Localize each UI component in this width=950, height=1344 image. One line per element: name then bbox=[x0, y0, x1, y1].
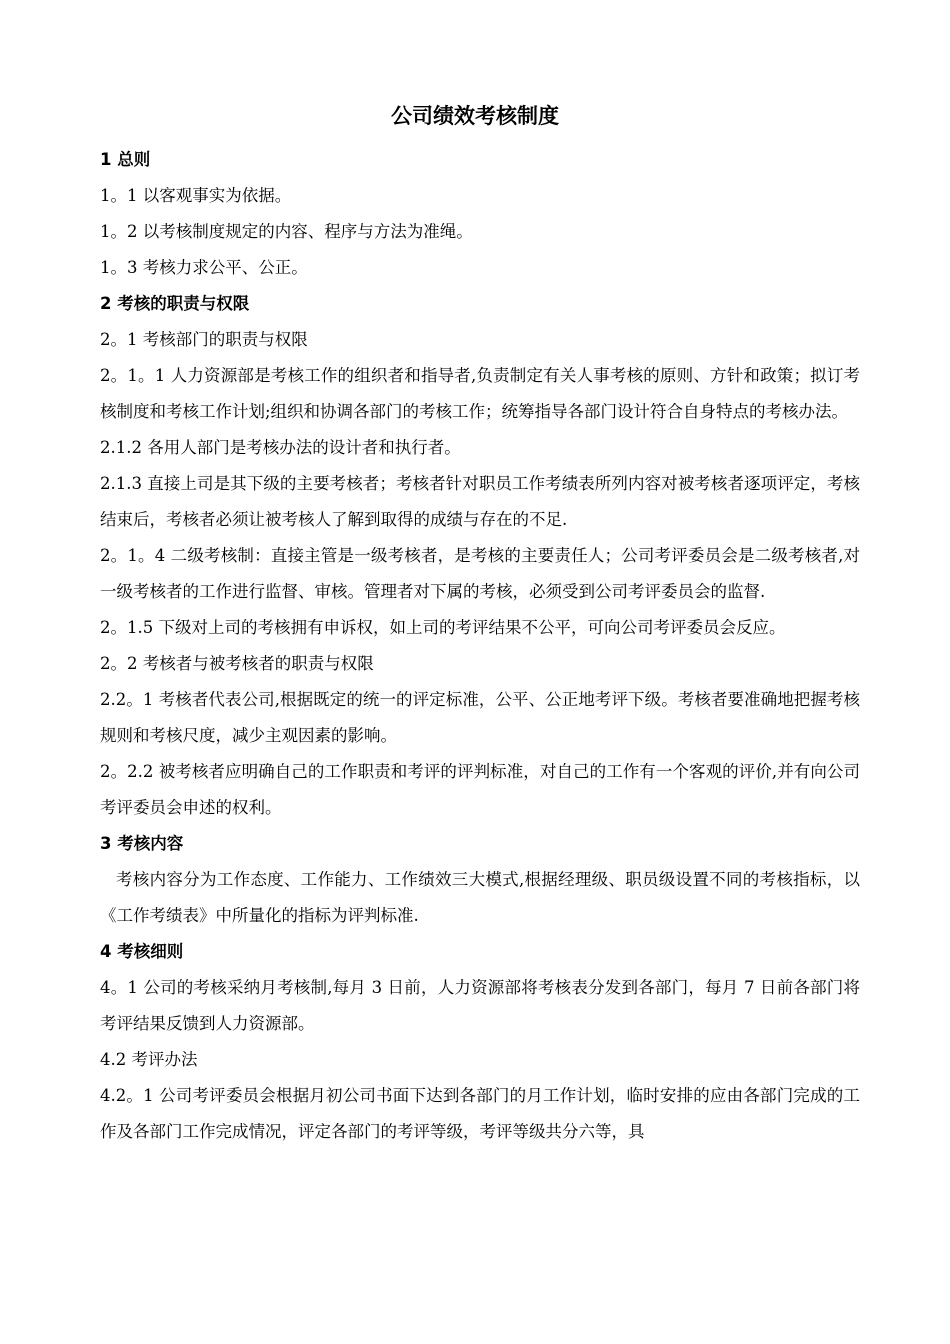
paragraph: 2。1 考核部门的职责与权限 bbox=[100, 330, 308, 349]
paragraph: 4。1 公司的考核采纳月考核制,每月 3 日前，人力资源部将考核表分发到各部门，每月 7 日前各部门将考评结果反馈到人力资源部。 bbox=[100, 978, 860, 1033]
paragraph: 2。1.5 下级对上司的考核拥有申诉权，如上司的考评结果不公平，可向公司考评委员会反应。 bbox=[100, 618, 786, 637]
paragraph: 1。2 以考核制度规定的内容、程序与方法为准绳。 bbox=[100, 222, 473, 241]
section-heading: 2 考核的职责与权限 bbox=[100, 294, 250, 313]
paragraph: 2。2.2 被考核者应明确自己的工作职责和考评的评判标准，对自己的工作有一个客观的评价,并有向公司考评委员会申述的权利。 bbox=[100, 762, 860, 817]
paragraph: 2.2。1 考核者代表公司,根据既定的统一的评定标准，公平、公正地考评下级。考核者要准确地把握考核规则和考核尺度，减少主观因素的影响。 bbox=[100, 690, 860, 745]
paragraph: 4.2 考评办法 bbox=[100, 1050, 198, 1069]
paragraph: 考核内容分为工作态度、工作能力、工作绩效三大模式,根据经理级、职员级设置不同的考核指标，以《工作考绩表》中所量化的指标为评判标准. bbox=[100, 870, 860, 925]
paragraph: 1。1 以客观事实为依据。 bbox=[100, 186, 292, 205]
section-heading: 3 考核内容 bbox=[100, 834, 184, 853]
paragraph: 2。1。1 人力资源部是考核工作的组织者和指导者,负责制定有关人事考核的原则、方针和政策；拟订考核制度和考核工作计划;组织和协调各部门的考核工作；统筹指导各部门设计符合自身特点的考核办法。 bbox=[100, 366, 860, 421]
paragraph: 4.2。1 公司考评委员会根据月初公司书面下达到各部门的月工作计划，临时安排的应由各部门完成的工作及各部门工作完成情况，评定各部门的考评等级，考评等级共分六等，具 bbox=[100, 1086, 860, 1141]
document-title: 公司绩效考核制度 bbox=[391, 104, 559, 128]
paragraph: 2。2 考核者与被考核者的职责与权限 bbox=[100, 654, 374, 673]
paragraph: 1。3 考核力求公平、公正。 bbox=[100, 258, 308, 277]
section-heading: 1 总则 bbox=[100, 150, 151, 169]
paragraph: 2。1。4 二级考核制：直接主管是一级考核者，是考核的主要责任人；公司考评委员会是二级考核者,对一级考核者的工作进行监督、审核。管理者对下属的考核，必须受到公司考评委员会的监督. bbox=[100, 546, 860, 601]
document-body bbox=[100, 142, 860, 1150]
paragraph: 2.1.2 各用人部门是考核办法的设计者和执行者。 bbox=[100, 438, 461, 457]
paragraph: 2.1.3 直接上司是其下级的主要考核者；考核者针对职员工作考绩表所列内容对被考核者逐项评定，考核结束后，考核者必须让被考核人了解到取得的成绩与存在的不足. bbox=[100, 474, 860, 529]
section-heading: 4 考核细则 bbox=[100, 942, 184, 961]
